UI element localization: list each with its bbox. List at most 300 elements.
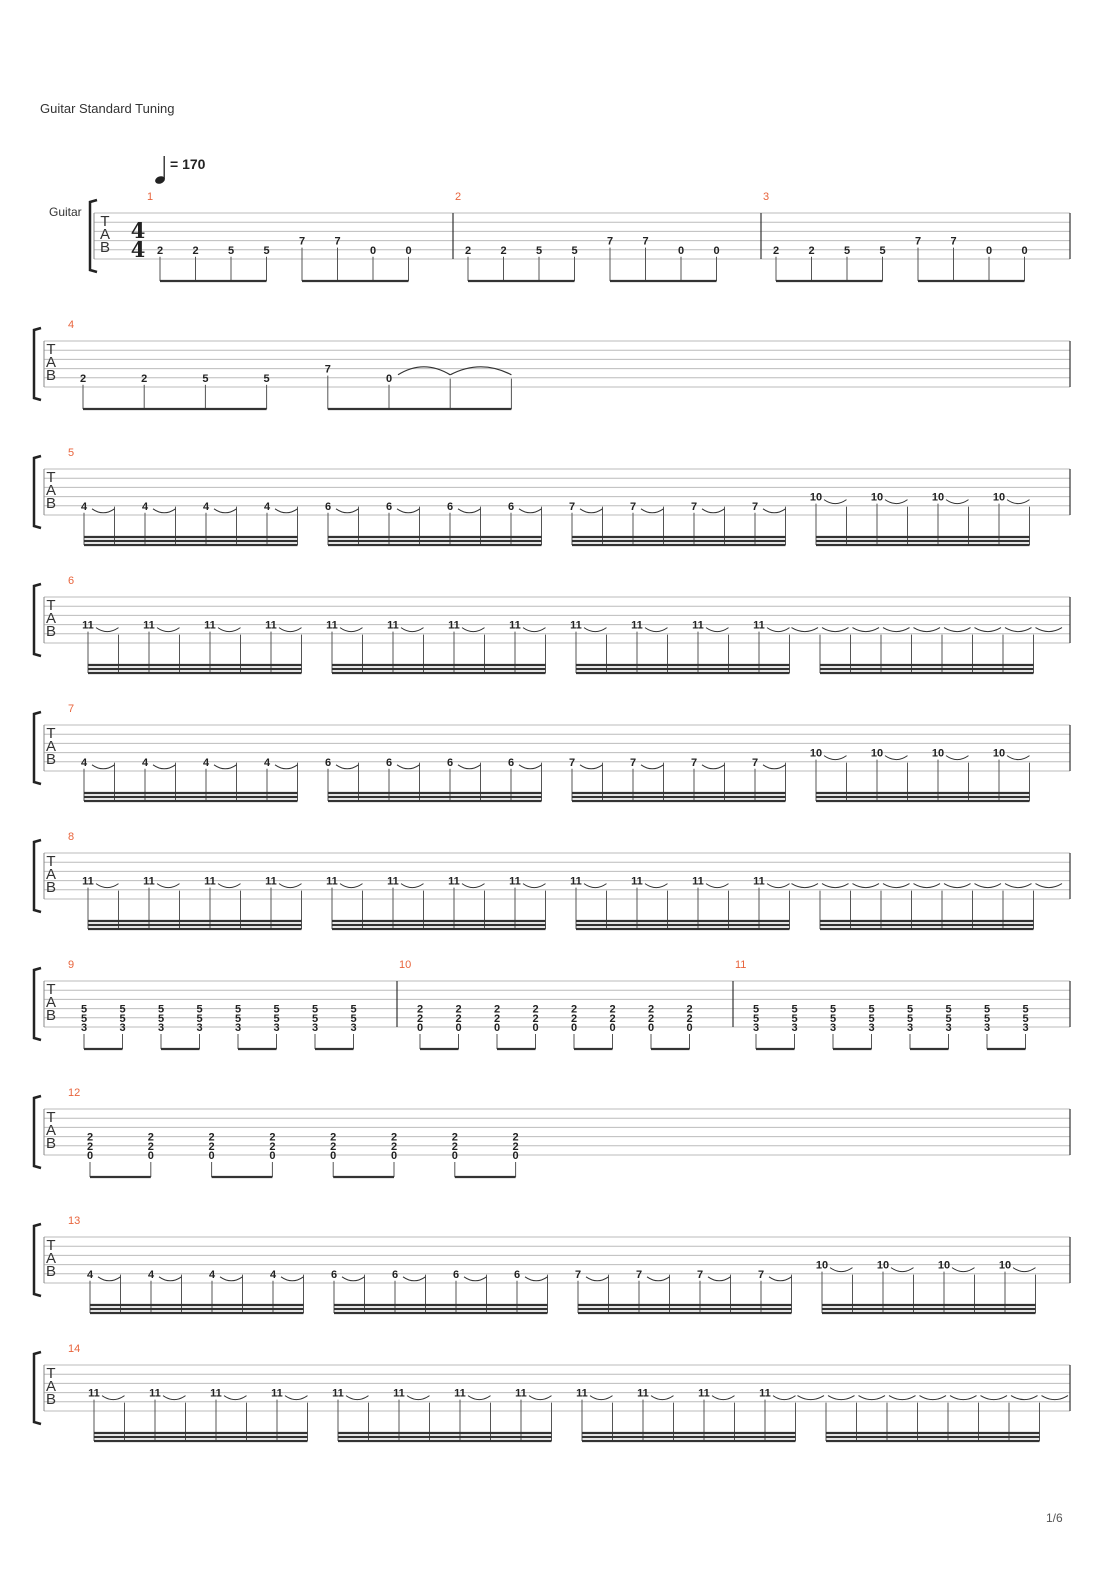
tie xyxy=(580,509,603,513)
fret-number: 3 xyxy=(1022,1022,1029,1034)
tie xyxy=(1036,884,1063,888)
fret-number: 2 xyxy=(79,372,87,385)
tie xyxy=(458,765,481,769)
tie xyxy=(883,884,910,888)
fret-number: 0 xyxy=(405,244,412,257)
fret-number: 5 xyxy=(791,1012,798,1025)
fret-number: 2 xyxy=(686,1012,693,1025)
fret-number: 2 xyxy=(532,1003,539,1016)
tab-clef-letter: B xyxy=(45,1263,57,1280)
fret-number: 0 xyxy=(455,1022,462,1034)
tie xyxy=(159,1277,182,1281)
fret-number: 11 xyxy=(631,619,643,632)
fret-number: 7 xyxy=(568,500,576,513)
fret-number: 2 xyxy=(512,1131,519,1144)
fret-number: 2 xyxy=(570,1012,578,1025)
fret-number: 11 xyxy=(753,619,765,632)
tie xyxy=(885,500,908,504)
tie xyxy=(773,1396,796,1400)
fret-number: 6 xyxy=(507,500,515,513)
fret-number: 11 xyxy=(265,619,277,632)
fret-number: 7 xyxy=(751,756,759,769)
measure-number: 10 xyxy=(399,959,412,971)
fret-number: 6 xyxy=(324,500,332,513)
fret-number: 0 xyxy=(609,1022,616,1034)
fret-number: 4 xyxy=(263,500,271,513)
tab-system-5 xyxy=(34,703,1070,801)
tie xyxy=(92,765,115,769)
fret-number: 11 xyxy=(271,1387,283,1400)
tie xyxy=(340,884,363,888)
tie xyxy=(853,628,880,632)
fret-number: 0 xyxy=(677,244,685,257)
fret-number: 4 xyxy=(269,1268,277,1281)
fret-number: 2 xyxy=(570,1003,578,1016)
tab-clef-letter: A xyxy=(99,226,111,243)
tie xyxy=(153,765,176,769)
tie xyxy=(853,884,880,888)
tie xyxy=(96,884,119,888)
fret-number: 11 xyxy=(753,875,765,888)
fret-number: 7 xyxy=(324,363,331,376)
measure-number: 12 xyxy=(68,1087,81,1099)
fret-number: 3 xyxy=(234,1022,242,1034)
fret-number: 2 xyxy=(647,1003,655,1016)
fret-number: 11 xyxy=(454,1387,466,1400)
tie xyxy=(275,765,298,769)
tie xyxy=(769,1277,792,1281)
tie xyxy=(1013,1268,1036,1272)
fret-number: 10 xyxy=(998,1259,1012,1272)
tie xyxy=(92,509,115,513)
fret-number: 4 xyxy=(80,500,88,513)
fret-number: 3 xyxy=(119,1022,126,1034)
fret-number: 11 xyxy=(332,1387,344,1400)
tab-clef-letter: A xyxy=(45,738,57,755)
system-bracket xyxy=(34,456,41,528)
fret-number: 0 xyxy=(416,1022,424,1034)
fret-number: 0 xyxy=(451,1150,458,1162)
tab-system-7 xyxy=(34,959,1070,1049)
tab-clef-letter: T xyxy=(100,213,110,230)
tab-system-1 xyxy=(90,191,1070,281)
fret-number: 10 xyxy=(937,1259,951,1272)
fret-number: 5 xyxy=(829,1012,837,1025)
fret-number: 7 xyxy=(690,756,698,769)
fret-number: 0 xyxy=(713,244,720,257)
fret-number: 11 xyxy=(570,875,582,888)
fret-number: 5 xyxy=(227,244,235,257)
tie xyxy=(157,884,180,888)
fret-number: 5 xyxy=(311,1012,319,1025)
fret-number: 5 xyxy=(843,244,851,257)
tie xyxy=(767,884,790,888)
fret-number: 11 xyxy=(82,875,94,888)
fret-number: 0 xyxy=(532,1022,539,1034)
fret-number: 7 xyxy=(568,756,576,769)
fret-number: 0 xyxy=(686,1022,693,1034)
tie xyxy=(401,884,424,888)
fret-number: 11 xyxy=(204,619,216,632)
fret-number: 3 xyxy=(273,1022,280,1034)
tie xyxy=(641,765,664,769)
measure-number: 4 xyxy=(68,319,75,331)
tie xyxy=(891,1268,914,1272)
fret-number: 5 xyxy=(1022,1003,1029,1016)
fret-number: 7 xyxy=(950,235,957,248)
tie xyxy=(407,1396,430,1400)
fret-number: 11 xyxy=(759,1387,771,1400)
fret-number: 3 xyxy=(752,1022,760,1034)
fret-number: 5 xyxy=(350,1003,357,1016)
fret-number: 6 xyxy=(330,1268,338,1281)
fret-number: 0 xyxy=(385,372,393,385)
fret-number: 4 xyxy=(202,500,210,513)
tie xyxy=(830,1268,853,1272)
tie xyxy=(584,884,607,888)
measure-number: 3 xyxy=(763,191,770,203)
measure-number: 9 xyxy=(68,959,75,971)
tie xyxy=(822,884,849,888)
fret-number: 2 xyxy=(390,1131,398,1144)
tie xyxy=(645,628,668,632)
page-number: 1/6 xyxy=(1046,1511,1063,1525)
tie xyxy=(397,765,420,769)
fret-number: 10 xyxy=(815,1259,829,1272)
fret-number: 11 xyxy=(143,875,155,888)
fret-number: 5 xyxy=(157,1003,165,1016)
tie xyxy=(96,628,119,632)
tie xyxy=(102,1396,125,1400)
fret-number: 11 xyxy=(204,875,216,888)
tab-clef-letter: B xyxy=(45,1007,57,1024)
fret-number: 7 xyxy=(751,500,759,513)
fret-number: 5 xyxy=(196,1003,203,1016)
fret-number: 11 xyxy=(387,619,399,632)
fret-number: 10 xyxy=(992,491,1006,504)
tie xyxy=(214,509,237,513)
tie xyxy=(944,884,971,888)
tie xyxy=(824,500,847,504)
fret-number: 2 xyxy=(147,1131,154,1144)
tie xyxy=(523,628,546,632)
fret-number: 2 xyxy=(156,244,164,257)
fret-number: 2 xyxy=(390,1140,398,1153)
tie xyxy=(398,367,450,375)
fret-number: 5 xyxy=(157,1012,165,1025)
fret-number: 2 xyxy=(208,1140,215,1153)
tie xyxy=(647,1277,670,1281)
fret-number: 5 xyxy=(196,1012,203,1025)
tab-clef-letter: A xyxy=(45,610,57,627)
fret-number: 6 xyxy=(385,756,393,769)
fret-number: 6 xyxy=(446,500,454,513)
tie xyxy=(279,884,302,888)
fret-number: 0 xyxy=(512,1150,519,1162)
fret-number: 2 xyxy=(464,244,472,257)
tie xyxy=(645,884,668,888)
fret-number: 5 xyxy=(983,1003,991,1016)
fret-number: 5 xyxy=(263,372,270,385)
tie xyxy=(641,509,664,513)
tie xyxy=(706,884,729,888)
fret-number: 5 xyxy=(879,244,886,257)
tie xyxy=(462,628,485,632)
tie xyxy=(944,628,971,632)
fret-number: 2 xyxy=(647,1012,655,1025)
tab-clef-letter: B xyxy=(45,751,57,768)
tie xyxy=(163,1396,186,1400)
fret-number: 5 xyxy=(202,372,209,385)
fret-number: 7 xyxy=(757,1268,765,1281)
tab-clef-letter: T xyxy=(46,725,56,742)
fret-number: 5 xyxy=(119,1012,126,1025)
fret-number: 10 xyxy=(809,747,823,760)
tab-clef-letter: T xyxy=(46,341,56,358)
tab-clef-letter: T xyxy=(46,1365,56,1382)
fret-number: 5 xyxy=(868,1012,875,1025)
system-bracket xyxy=(34,584,41,656)
fret-number: 2 xyxy=(493,1003,501,1016)
tab-system-10 xyxy=(34,1343,1070,1441)
tab-clef-letter: A xyxy=(45,482,57,499)
fret-number: 4 xyxy=(208,1268,216,1281)
fret-number: 2 xyxy=(141,372,148,385)
tie xyxy=(792,628,819,632)
tie xyxy=(1036,628,1063,632)
tie xyxy=(651,1396,674,1400)
fret-number: 0 xyxy=(269,1150,276,1162)
fret-number: 11 xyxy=(570,619,582,632)
fret-number: 5 xyxy=(571,244,578,257)
tab-clef-letter: T xyxy=(46,1109,56,1126)
fret-number: 7 xyxy=(914,235,922,248)
tab-clef-letter: T xyxy=(46,853,56,870)
fret-number: 3 xyxy=(945,1022,952,1034)
fret-number: 2 xyxy=(609,1012,616,1025)
tab-clef-letter: T xyxy=(46,597,56,614)
tie xyxy=(763,765,786,769)
measure-number: 8 xyxy=(68,831,75,843)
fret-number: 5 xyxy=(752,1012,760,1025)
tie xyxy=(275,509,298,513)
tab-clef-letter: T xyxy=(46,981,56,998)
tie xyxy=(340,628,363,632)
tie xyxy=(950,1396,977,1400)
fret-number: 6 xyxy=(452,1268,460,1281)
fret-number: 0 xyxy=(86,1150,94,1162)
measure-number: 13 xyxy=(68,1215,81,1227)
tab-clef-letter: A xyxy=(45,354,57,371)
fret-number: 2 xyxy=(772,244,780,257)
tuning-label: Guitar Standard Tuning xyxy=(40,101,175,116)
tab-clef-letter: A xyxy=(45,866,57,883)
tie xyxy=(98,1277,121,1281)
fret-number: 2 xyxy=(416,1012,424,1025)
tab-clef-letter: B xyxy=(45,1391,57,1408)
measure-number: 5 xyxy=(68,447,75,459)
system-bracket xyxy=(34,328,41,400)
tie xyxy=(336,765,359,769)
fret-number: 2 xyxy=(451,1140,458,1153)
fret-number: 2 xyxy=(808,244,815,257)
tie xyxy=(708,1277,731,1281)
fret-number: 5 xyxy=(535,244,543,257)
fret-number: 5 xyxy=(80,1003,88,1016)
fret-number: 10 xyxy=(870,491,884,504)
fret-number: 2 xyxy=(147,1140,154,1153)
fret-number: 5 xyxy=(868,1003,875,1016)
tie xyxy=(462,884,485,888)
tie xyxy=(920,1396,947,1400)
tie xyxy=(822,628,849,632)
tie xyxy=(885,756,908,760)
fret-number: 5 xyxy=(906,1012,914,1025)
fret-number: 11 xyxy=(393,1387,405,1400)
fret-number: 2 xyxy=(455,1003,462,1016)
tie xyxy=(218,884,241,888)
tie xyxy=(1005,628,1032,632)
tie xyxy=(590,1396,613,1400)
tie xyxy=(1011,1396,1038,1400)
fret-number: 6 xyxy=(507,756,515,769)
tie xyxy=(798,1396,825,1400)
fret-number: 2 xyxy=(500,244,507,257)
fret-number: 7 xyxy=(635,1268,643,1281)
tab-system-4 xyxy=(34,575,1070,673)
fret-number: 3 xyxy=(350,1022,357,1034)
fret-number: 11 xyxy=(88,1387,100,1400)
fret-number: 11 xyxy=(692,875,704,888)
fret-number: 5 xyxy=(983,1012,991,1025)
tie xyxy=(525,1277,548,1281)
tie xyxy=(224,1396,247,1400)
tie xyxy=(1007,500,1030,504)
fret-number: 11 xyxy=(326,875,338,888)
tie xyxy=(914,628,941,632)
fret-number: 10 xyxy=(809,491,823,504)
fret-number: 6 xyxy=(324,756,332,769)
tie xyxy=(763,509,786,513)
fret-number: 11 xyxy=(143,619,155,632)
fret-number: 2 xyxy=(330,1131,337,1144)
tab-system-2 xyxy=(34,319,1070,409)
fret-number: 7 xyxy=(298,235,306,248)
fret-number: 2 xyxy=(609,1003,616,1016)
fret-number: 0 xyxy=(1021,244,1028,257)
tie xyxy=(464,1277,487,1281)
fret-number: 3 xyxy=(868,1022,875,1034)
tie xyxy=(218,628,241,632)
tie xyxy=(883,628,910,632)
fret-number: 5 xyxy=(1022,1012,1029,1025)
fret-number: 11 xyxy=(448,875,460,888)
measure-number: 2 xyxy=(455,191,462,203)
tie xyxy=(824,756,847,760)
fret-number: 5 xyxy=(234,1003,242,1016)
fret-number: 11 xyxy=(82,619,94,632)
tab-clef-letter: B xyxy=(45,367,57,384)
system-bracket xyxy=(34,968,41,1040)
tie xyxy=(153,509,176,513)
measure-number: 11 xyxy=(735,959,747,971)
fret-number: 6 xyxy=(391,1268,399,1281)
fret-number: 11 xyxy=(637,1387,649,1400)
tie xyxy=(214,765,237,769)
fret-number: 2 xyxy=(208,1131,215,1144)
fret-number: 0 xyxy=(147,1150,154,1162)
fret-number: 2 xyxy=(86,1140,94,1153)
fret-number: 11 xyxy=(692,619,704,632)
tie xyxy=(450,367,511,375)
fret-number: 3 xyxy=(196,1022,203,1034)
tab-clef-letter: A xyxy=(45,1122,57,1139)
tie xyxy=(946,756,969,760)
tie xyxy=(767,628,790,632)
tie xyxy=(580,765,603,769)
fret-number: 5 xyxy=(273,1003,280,1016)
fret-number: 11 xyxy=(448,619,460,632)
tab-clef-letter: A xyxy=(45,994,57,1011)
tab-clef-letter: B xyxy=(99,239,111,256)
fret-number: 5 xyxy=(945,1003,952,1016)
fret-number: 2 xyxy=(451,1131,458,1144)
fret-number: 2 xyxy=(269,1131,276,1144)
fret-number: 5 xyxy=(263,244,270,257)
fret-number: 2 xyxy=(86,1131,94,1144)
fret-number: 11 xyxy=(631,875,643,888)
fret-number: 10 xyxy=(876,1259,890,1272)
fret-number: 11 xyxy=(387,875,399,888)
fret-number: 7 xyxy=(696,1268,704,1281)
fret-number: 2 xyxy=(493,1012,501,1025)
fret-number: 0 xyxy=(330,1150,337,1162)
fret-number: 3 xyxy=(983,1022,991,1034)
fret-number: 5 xyxy=(119,1003,126,1016)
fret-number: 11 xyxy=(210,1387,222,1400)
fret-number: 10 xyxy=(992,747,1006,760)
time-signature-digit: 4 xyxy=(130,218,146,243)
fret-number: 7 xyxy=(606,235,614,248)
tab-clef-letter: B xyxy=(45,623,57,640)
tab-clef-letter: A xyxy=(45,1250,57,1267)
fret-number: 11 xyxy=(515,1387,527,1400)
fret-number: 6 xyxy=(446,756,454,769)
tab-clef-letter: T xyxy=(46,1237,56,1254)
tie xyxy=(702,765,725,769)
fret-number: 11 xyxy=(265,875,277,888)
fret-number: 11 xyxy=(698,1387,710,1400)
fret-number: 0 xyxy=(390,1150,398,1162)
tab-clef-letter: B xyxy=(45,879,57,896)
fret-number: 7 xyxy=(629,500,637,513)
fret-number: 11 xyxy=(509,875,521,888)
system-bracket xyxy=(34,1224,41,1296)
fret-number: 10 xyxy=(870,747,884,760)
tie xyxy=(519,765,542,769)
fret-number: 5 xyxy=(350,1012,357,1025)
system-bracket xyxy=(34,712,41,784)
fret-number: 4 xyxy=(80,756,88,769)
measure-number: 6 xyxy=(68,575,75,587)
fret-number: 5 xyxy=(906,1003,914,1016)
tie xyxy=(946,500,969,504)
tie xyxy=(281,1277,304,1281)
fret-number: 3 xyxy=(311,1022,319,1034)
measure-number: 7 xyxy=(68,703,75,715)
fret-number: 3 xyxy=(157,1022,165,1034)
tie xyxy=(529,1396,552,1400)
